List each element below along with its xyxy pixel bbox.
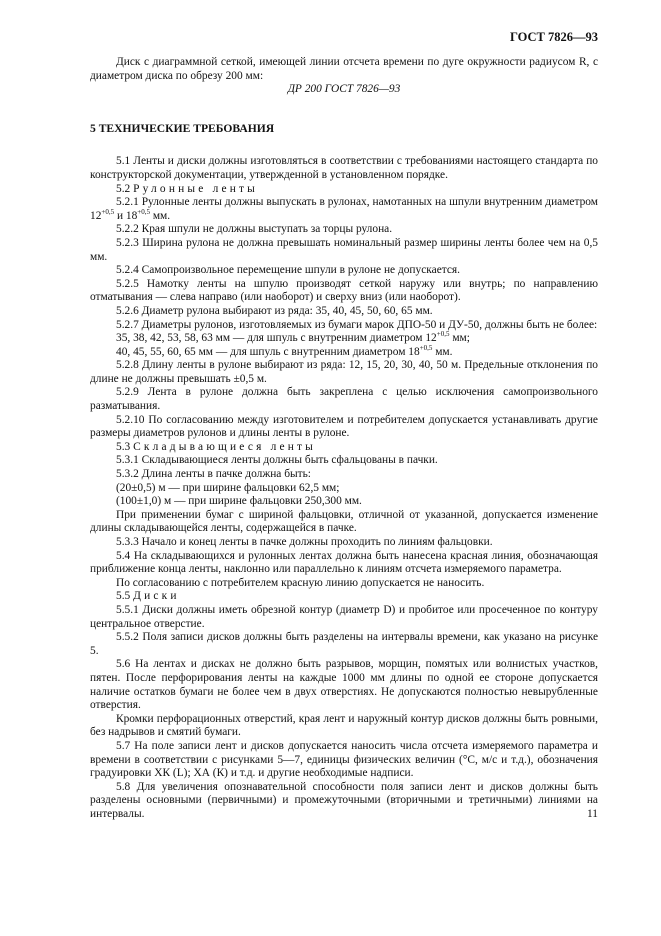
para-5-3-1: 5.3.1 Складывающиеся ленты должны быть сфальцованы в пачки.: [116, 454, 438, 467]
para-5-2-7: 5.2.7 Диаметры рулонов, изготовляемых из бумаги марок ДПО-50 и ДУ-50, должны быть не более:: [116, 318, 598, 331]
para-5-1: 5.1 Ленты и диски должны изготовляться в соответствии с требованиями настоящего стандарта по конструкторской документации, утвержденной в установленном порядке.: [90, 155, 598, 181]
tolerance-sup: +0,5: [137, 207, 150, 216]
list-text: 35, 38, 42, 53, 58, 63 мм — для шпуль с внутренним диаметром 12: [116, 332, 437, 345]
para-5-2-8: 5.2.8 Длину ленты в рулоне выбирают из ряда: 12, 15, 20, 30, 40, 50 м. Предельные отклонения по длине не должны превышать ±0,5 м.: [90, 359, 598, 385]
disc-description: Диск с диаграммной сеткой, имеющей линии отсчета времени по дуге окружности радиусом R, с диаметром диска по обрезу 200 мм:: [90, 56, 598, 82]
para-5-2-1-text: мм.: [149, 209, 171, 222]
para-5-2-1-text: и 18: [114, 209, 138, 222]
para-5-2-heading: [90, 183, 598, 197]
para-5-8: 5.8 Для увеличения опознавательной способности поля записи лент и дисков должны быть разделены основными (первичными) и промежуточными (вторичными и третичными) линиями на интервалы.: [90, 780, 598, 820]
para-5-2-1: [90, 196, 598, 223]
page-number: 11: [587, 808, 598, 820]
para-5-3-3: 5.3.3 Начало и конец ленты в пачке должны проходить по линиям фальцовки.: [116, 536, 493, 548]
para-5-2-7-list-1: [90, 332, 598, 346]
para-5-2-3: 5.2.3 Ширина рулона не должна превышать номинальный размер ширины ленты более чем на 0,5 мм.: [90, 236, 598, 263]
para-5-3-title: Складывающиеся ленты: [133, 440, 317, 453]
para-5-5-1: 5.5.1 Диски должны иметь обрезной контур (диаметр D) и пробитое или просеченное по контуру центральное отверстие.: [90, 603, 598, 630]
para-5-2-2: 5.2.2 Края шпули не должны выступать за торцы рулона.: [116, 223, 393, 236]
para-5-5-number: 5.5: [116, 590, 131, 603]
para-5-2-6: 5.2.6 Диаметр рулона выбирают из ряда: 35, 40, 45, 50, 60, 65 мм.: [116, 304, 433, 317]
para-5-2-title: Рулонные ленты: [133, 182, 259, 195]
para-5-5-heading: [90, 590, 598, 604]
document-header: ГОСТ 7826—93: [509, 30, 598, 44]
tolerance-sup: +0,5: [101, 207, 115, 216]
para-5-3-heading: [90, 441, 598, 455]
para-5-2-1-text: 5.2.1 Рулонные ленты должны выпускать в рулонах, намотанных на шпули внутренним диаметром 12: [90, 196, 598, 222]
para-5-5-2: 5.5.2 Поля записи дисков должны быть разделены на интервалы времени, как указано на рисунке 5.: [90, 631, 598, 657]
para-5-4: 5.4 На складывающихся и рулонных лентах должна быть нанесена красная линия, обозначающая приближение конца ленты, наклонно или параллельно к линиям отсчета измеряемого параметра.: [90, 549, 598, 576]
list-text: 40, 45, 55, 60, 65 мм — для шпуль с внутренним диаметром 18: [116, 345, 420, 358]
tolerance-sup: +0,5: [419, 343, 433, 352]
para-5-2-5: 5.2.5 Намотку ленты на шпулю производят сеткой наружу или внутрь; по направлению отматывания — слева направо (или наоборот) и сверху вниз (или наоборот).: [90, 277, 598, 304]
para-5-3-2-note: При применении бумаг с шириной фальцовки, отличной от указанной, допускается изменение длины складывающейся ленты, содержащейся в пачке.: [90, 508, 598, 535]
para-5-3-2: 5.3.2 Длина ленты в пачке должна быть:: [116, 468, 311, 481]
para-5-3-2-list-1: (20±0,5) м — при ширине фальцовки 62,5 мм;: [116, 481, 340, 494]
tolerance-sup: +0,5: [436, 330, 450, 339]
para-5-2-10: 5.2.10 По согласованию между изготовителем и потребителем допускается устанавливать другие размеры диаметров рулонов и длины ленты в рулоне.: [90, 413, 598, 440]
para-5-2-number: 5.2: [116, 182, 131, 195]
para-5-2-7-list-2: [90, 343, 598, 360]
list-text: мм;: [449, 332, 470, 345]
para-5-5-title: Диски: [133, 590, 180, 603]
para-5-6: 5.6 На лентах и дисках не должно быть разрывов, морщин, помятых или волнистых участков, пятен. После перфорирования ленты на каждые 1000 мм длины по одной ее стороне допускается наличие остатков бумаги не более чем в двух отверстиях. Не допускаются полностью невырубленные отверстия.: [90, 658, 598, 712]
para-5-2-4: 5.2.4 Самопроизвольное перемещение шпули в рулоне не допускается.: [116, 264, 461, 277]
document-body: [90, 56, 598, 821]
para-5-3-2-list-2: (100±1,0) м — при ширине фальцовки 250,300 мм.: [116, 495, 362, 508]
para-5-4-note: По согласованию с потребителем красную линию допускается не наносить.: [116, 576, 485, 589]
section-title: 5 ТЕХНИЧЕСКИЕ ТРЕБОВАНИЯ: [90, 121, 275, 135]
para-5-7: 5.7 На поле записи лент и дисков допускается наносить числа отсчета измеряемого параметра и времени в соответствии с рисунками 5—7, единицы физических величин (°С, м/с и т.д.), обозначения градуировки ХК (L); ХА (К) и т.д. и другие необходимые надписи.: [90, 739, 598, 780]
para-5-2-9: 5.2.9 Лента в рулоне должна быть закреплена с целью исключения самопроизвольного разматывания.: [90, 386, 598, 413]
para-5-3-number: 5.3: [116, 440, 131, 453]
para-5-6-note: Кромки перфорационных отверстий, края лент и наружный контур дисков должны быть ровными, без надрывов и смятий бумаги.: [90, 712, 598, 739]
disc-designation: ДР 200 ГОСТ 7826—93: [287, 83, 401, 96]
list-text: мм.: [432, 345, 453, 358]
